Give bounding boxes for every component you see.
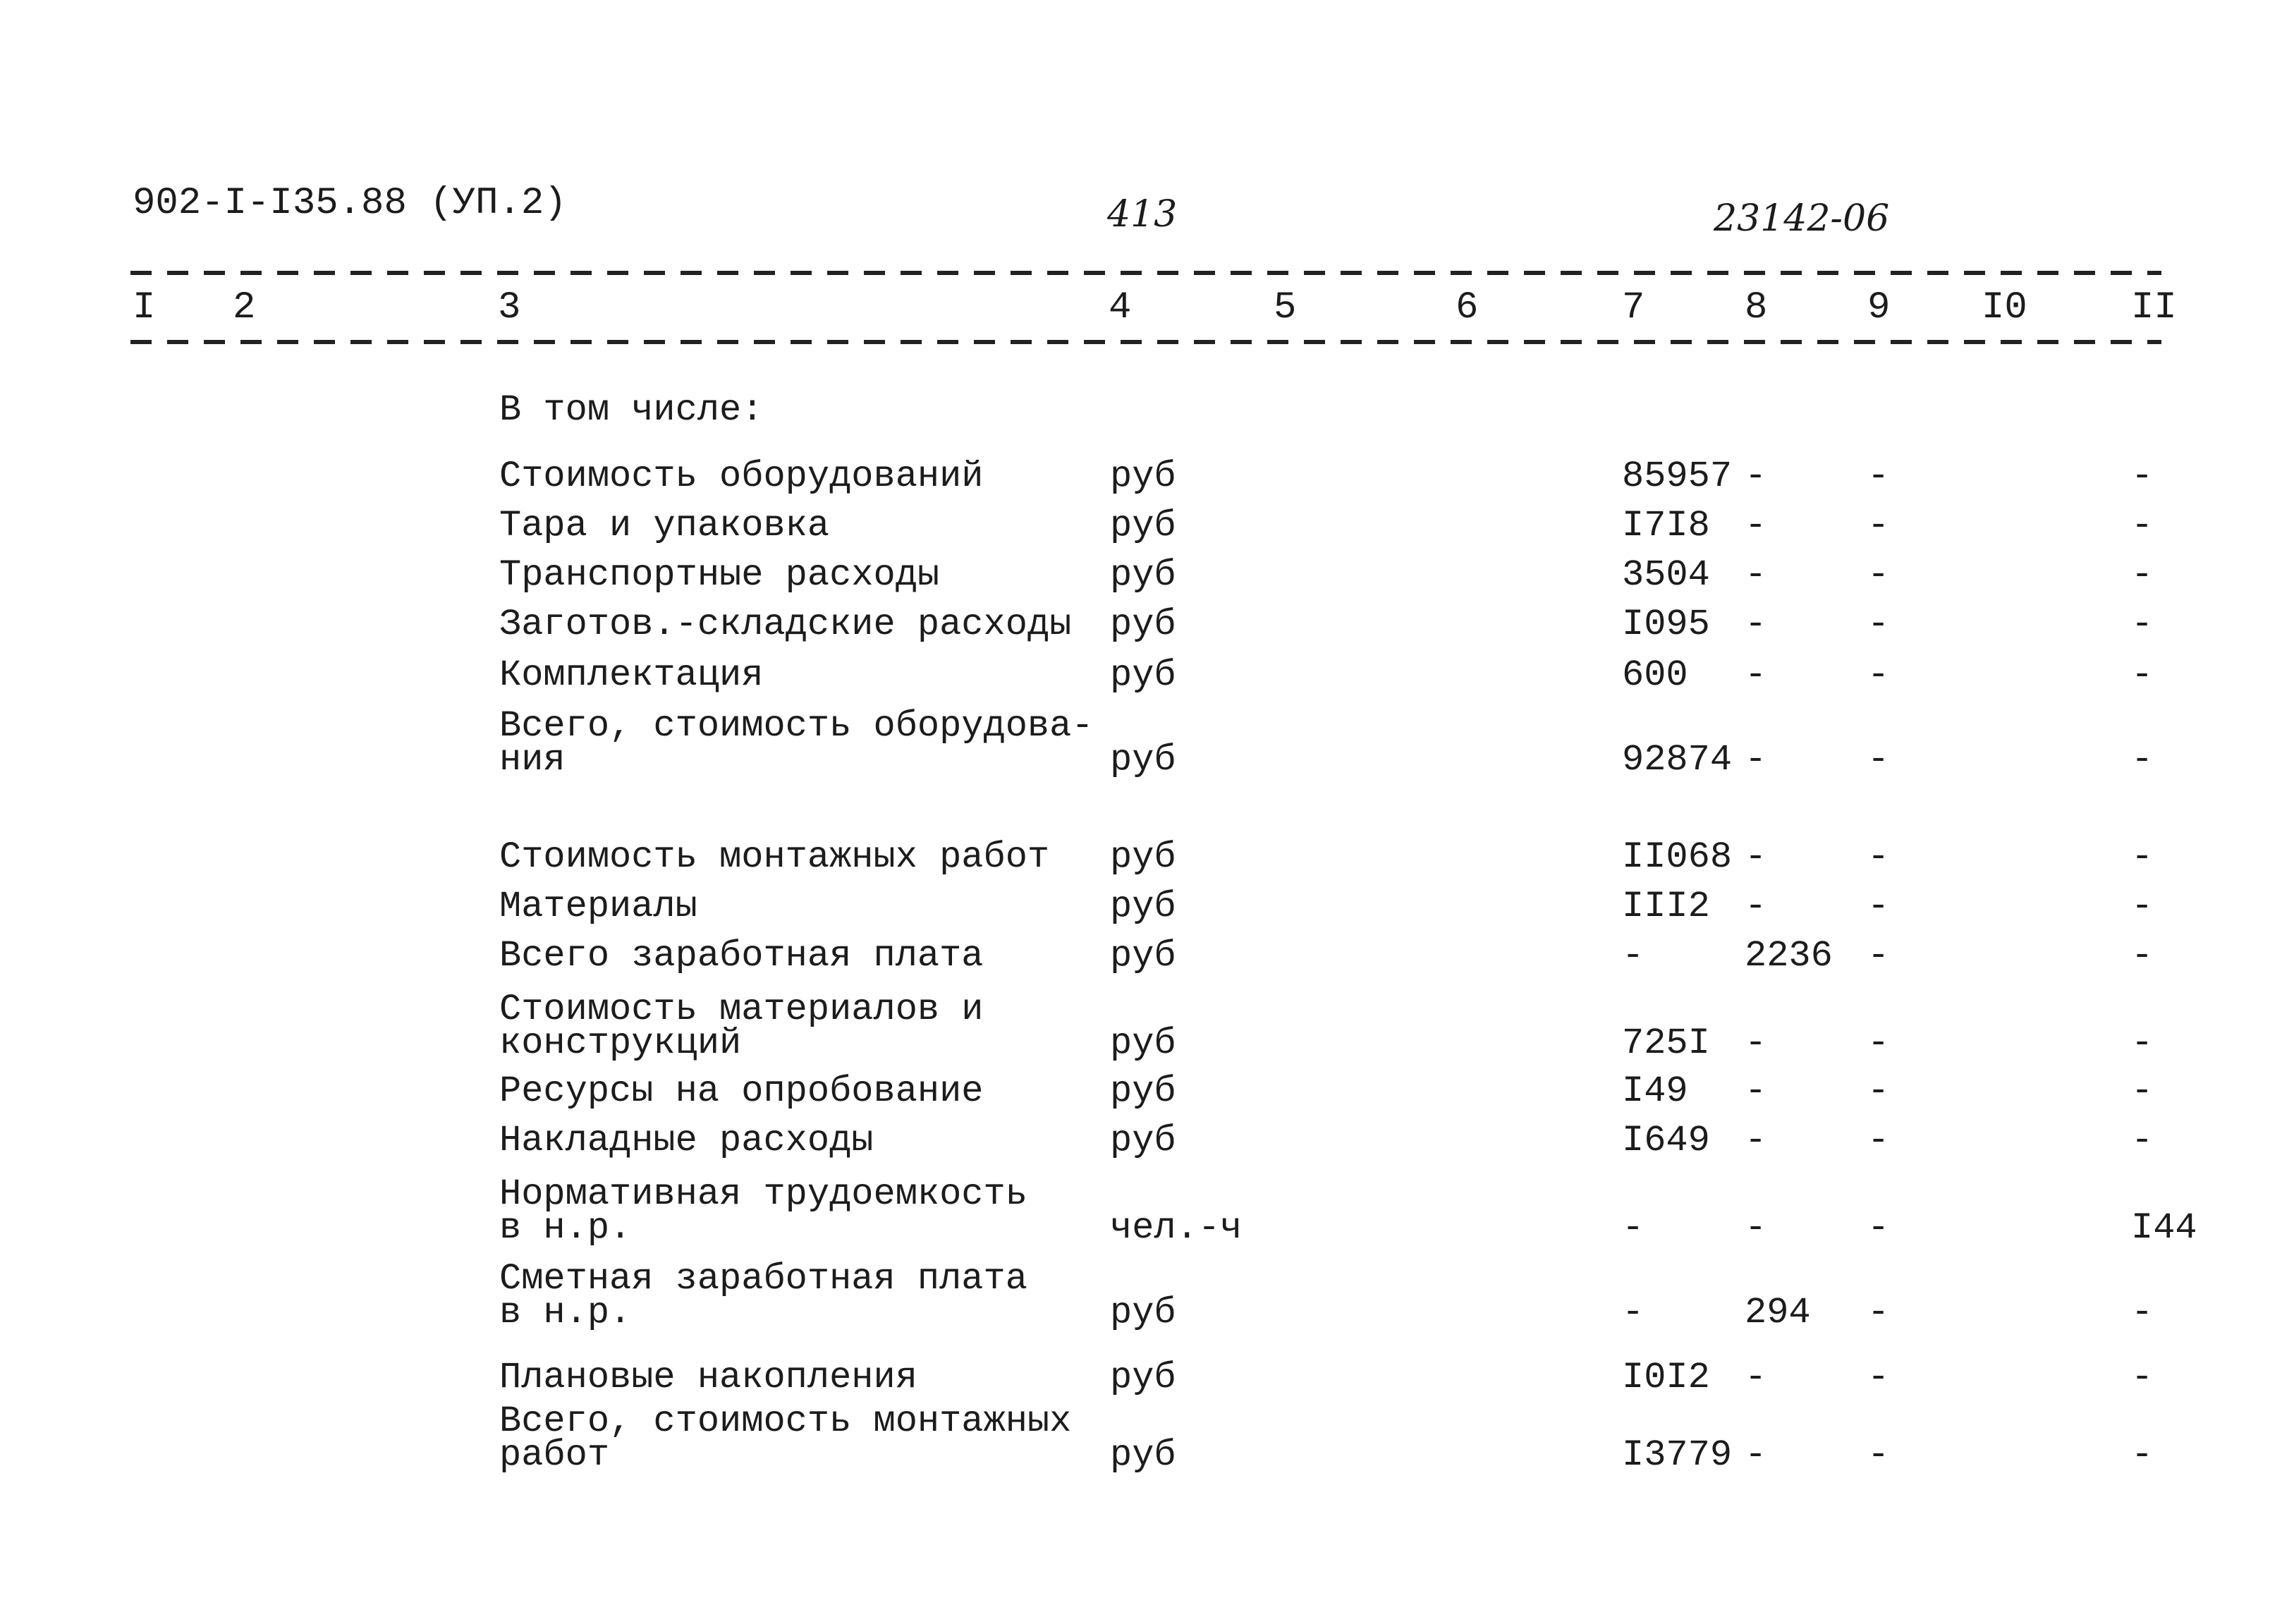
row-c11: - [2131,1434,2154,1476]
column-number: 9 [1867,286,1891,329]
row-unit: руб [1110,886,1176,927]
row-name: Всего, стоимость оборудова- [499,705,1094,747]
row-name: Нормативная трудоемкость [499,1173,1027,1215]
row-unit: руб [1110,1022,1176,1064]
row-c8: - [1745,1357,1767,1398]
row-c7: I3779 [1622,1434,1733,1476]
row-c11: - [2131,604,2154,645]
row-c7: 92874 [1622,739,1733,781]
row-c7: - [1622,1292,1645,1333]
row-c9: - [1867,654,1890,696]
column-number: 8 [1745,286,1768,329]
row-unit: руб [1110,1357,1176,1398]
row-c7: I649 [1622,1120,1710,1161]
row-name: Накладные расходы [499,1120,874,1161]
row-c9: - [1867,1070,1890,1112]
row-c8: - [1745,1022,1767,1064]
row-name: Всего заработная плата [499,935,984,977]
row-c11: - [2131,1120,2154,1161]
row-unit: руб [1110,505,1176,547]
row-name: Стоимость материалов и [499,989,984,1030]
row-name: конструкций [499,1022,742,1064]
row-c9: - [1867,1357,1890,1398]
row-c8: 294 [1745,1292,1811,1333]
row-unit: руб [1110,935,1176,977]
column-number: I [133,286,156,329]
row-c7: I7I8 [1622,505,1710,547]
column-number: I0 [1982,286,2027,329]
row-name: в н.р. [499,1292,632,1333]
row-c8: - [1745,505,1767,547]
row-c8: - [1745,836,1767,878]
row-c11: - [2131,1022,2154,1064]
inventory-number: 23142-06 [1714,197,1890,240]
row-c8: - [1745,456,1767,497]
document-code: 902-I-I35.88 (УП.2) [133,182,567,225]
column-number: 4 [1109,286,1132,329]
row-c11: - [2131,505,2154,547]
column-number: 2 [233,286,256,329]
row-name: Комплектация [499,654,764,696]
row-c9: - [1867,739,1890,781]
row-unit: руб [1110,604,1176,645]
row-name: в н.р. [499,1207,632,1249]
row-c9: - [1867,1022,1890,1064]
row-unit: руб [1110,654,1176,696]
row-c11: - [2131,836,2154,878]
row-c7: 725I [1622,1022,1710,1064]
row-c7: III2 [1622,886,1710,927]
table-header-rule [130,340,2161,344]
row-name: Всего, стоимость монтажных [499,1400,1072,1442]
row-c9: - [1867,836,1890,878]
row-c8: - [1745,604,1767,645]
row-c9: - [1867,1292,1890,1333]
row-c9: - [1867,935,1890,977]
row-unit: чел.-ч [1110,1207,1243,1249]
column-number: 6 [1456,286,1479,329]
row-unit: руб [1110,1070,1176,1112]
table-top-rule [130,271,2161,275]
row-unit: руб [1110,456,1176,497]
row-name: ния [499,739,566,781]
row-name: Стоимость монтажных работ [499,836,1050,878]
row-c8: - [1745,554,1767,596]
row-c9: - [1867,604,1890,645]
row-c9: - [1867,1434,1890,1476]
row-c9: - [1867,554,1890,596]
row-c9: - [1867,456,1890,497]
row-c9: - [1867,1120,1890,1161]
row-c11: I44 [2131,1207,2197,1249]
row-unit: руб [1110,739,1176,781]
section-label: В том числе: [499,389,764,431]
row-c7: I49 [1622,1070,1688,1112]
row-c7: I095 [1622,604,1710,645]
row-c9: - [1867,505,1890,547]
row-c11: - [2131,1292,2154,1333]
row-c11: - [2131,739,2154,781]
row-c7: 3504 [1622,554,1710,596]
row-c7: II068 [1622,836,1733,878]
row-c8: - [1745,739,1767,781]
row-c11: - [2131,935,2154,977]
row-c7: 85957 [1622,456,1733,497]
row-c8: - [1745,1434,1767,1476]
column-number: 5 [1274,286,1297,329]
row-unit: руб [1110,554,1176,596]
row-c9: - [1867,886,1890,927]
row-c8: - [1745,1070,1767,1112]
row-name: Сметная заработная плата [499,1258,1027,1300]
row-name: Плановые накопления [499,1357,917,1398]
row-unit: руб [1110,1120,1176,1161]
row-unit: руб [1110,1434,1176,1476]
row-name: Стоимость оборудований [499,456,984,497]
row-c8: 2236 [1745,935,1833,977]
row-c11: - [2131,554,2154,596]
row-unit: руб [1110,1292,1176,1333]
row-name: работ [499,1434,610,1476]
row-name: Материалы [499,886,697,927]
column-number: 3 [498,286,521,329]
row-name: Тара и упаковка [499,505,830,547]
row-name: Ресурсы на опробование [499,1070,984,1112]
row-c11: - [2131,456,2154,497]
row-c7: 600 [1622,654,1688,696]
column-number: 7 [1622,286,1645,329]
row-c7: I0I2 [1622,1357,1710,1398]
row-name: Транспортные расходы [499,554,940,596]
row-c11: - [2131,1357,2154,1398]
row-c7: - [1622,935,1645,977]
row-c8: - [1745,1207,1767,1249]
row-c8: - [1745,1120,1767,1161]
page-number: 413 [1107,193,1178,236]
row-c9: - [1867,1207,1890,1249]
column-number: II [2131,286,2177,329]
row-c11: - [2131,886,2154,927]
row-c11: - [2131,1070,2154,1112]
row-name: Заготов.-складские расходы [499,604,1072,645]
row-c11: - [2131,654,2154,696]
row-c7: - [1622,1207,1645,1249]
row-unit: руб [1110,836,1176,878]
row-c8: - [1745,886,1767,927]
row-c8: - [1745,654,1767,696]
